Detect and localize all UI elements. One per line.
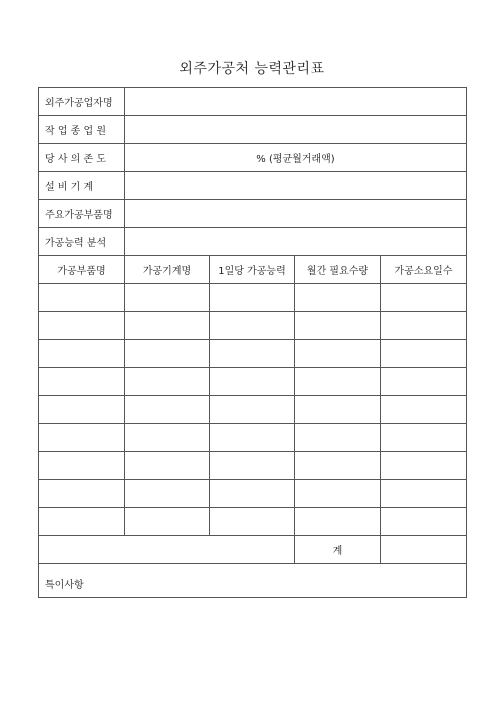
table-cell[interactable] <box>381 424 467 452</box>
table-row <box>39 340 467 368</box>
label-main-parts: 주요가공부품명 <box>39 200 125 228</box>
row-vendor-name <box>39 88 467 116</box>
table-cell[interactable] <box>39 508 125 536</box>
label-capacity-analysis: 가공능력 분석 <box>39 228 125 256</box>
total-blank-cell <box>39 536 295 564</box>
row-capacity-analysis <box>39 228 467 256</box>
notes-label: 특이사항 <box>45 580 84 591</box>
table-cell[interactable] <box>210 284 295 312</box>
table-cell[interactable] <box>125 368 210 396</box>
table-row <box>39 424 467 452</box>
col-header-monthly-quantity: 월간 필요수량 <box>295 256 381 284</box>
total-value-cell[interactable] <box>381 536 467 564</box>
table-cell[interactable] <box>39 312 125 340</box>
table-cell[interactable] <box>210 396 295 424</box>
table-row <box>39 508 467 536</box>
row-workers <box>39 116 467 144</box>
col-header-daily-capacity: 1일당 가공능력 <box>210 256 295 284</box>
table-row <box>39 396 467 424</box>
table-cell[interactable] <box>210 452 295 480</box>
capacity-analysis-cell <box>125 228 467 256</box>
table-row <box>39 452 467 480</box>
table-cell[interactable] <box>125 284 210 312</box>
table-row <box>39 284 467 312</box>
table-cell[interactable] <box>295 452 381 480</box>
table-cell[interactable] <box>381 284 467 312</box>
table-cell[interactable] <box>39 452 125 480</box>
table-cell[interactable] <box>295 508 381 536</box>
table-row <box>39 312 467 340</box>
table-cell[interactable] <box>210 368 295 396</box>
table-cell[interactable] <box>125 396 210 424</box>
table-cell[interactable] <box>295 480 381 508</box>
table-cell[interactable] <box>39 340 125 368</box>
input-equipment[interactable] <box>125 172 467 200</box>
capacity-management-table <box>38 87 467 598</box>
table-cell[interactable] <box>39 424 125 452</box>
table-cell[interactable] <box>381 340 467 368</box>
label-workers: 작 업 종 업 원 <box>39 116 125 144</box>
col-header-part-name: 가공부품명 <box>39 256 125 284</box>
input-main-parts[interactable] <box>125 200 467 228</box>
table-cell[interactable] <box>210 312 295 340</box>
table-cell[interactable] <box>381 508 467 536</box>
dependency-unit-text: % (평균월거래액) <box>256 154 335 165</box>
table-cell[interactable] <box>125 340 210 368</box>
data-rows <box>39 284 467 536</box>
table-cell[interactable] <box>210 424 295 452</box>
table-cell[interactable] <box>295 396 381 424</box>
table-cell[interactable] <box>125 508 210 536</box>
table-row <box>39 480 467 508</box>
table-cell[interactable] <box>381 480 467 508</box>
label-dependency: 당 사 의 존 도 <box>39 144 125 172</box>
input-workers[interactable] <box>125 116 467 144</box>
col-header-machine-name: 가공기계명 <box>125 256 210 284</box>
input-vendor-name[interactable] <box>125 88 467 116</box>
table-cell[interactable] <box>39 284 125 312</box>
table-cell[interactable] <box>210 508 295 536</box>
table-cell[interactable] <box>210 480 295 508</box>
total-label: 계 <box>295 536 381 564</box>
col-header-processing-days: 가공소요일수 <box>381 256 467 284</box>
table-cell[interactable] <box>125 424 210 452</box>
table-cell[interactable] <box>125 312 210 340</box>
table-cell[interactable] <box>381 452 467 480</box>
notes-cell[interactable] <box>39 564 467 598</box>
table-cell[interactable] <box>210 340 295 368</box>
table-cell[interactable] <box>295 312 381 340</box>
column-header-row <box>39 256 467 284</box>
row-dependency <box>39 144 467 172</box>
label-equipment: 설 비 기 계 <box>39 172 125 200</box>
table-cell[interactable] <box>381 368 467 396</box>
row-equipment <box>39 172 467 200</box>
table-cell[interactable] <box>381 312 467 340</box>
document-title: 외주가공처 능력관리표 <box>179 61 325 77</box>
table-cell[interactable] <box>295 284 381 312</box>
notes-row <box>39 564 467 598</box>
label-vendor-name: 외주가공업자명 <box>39 88 125 116</box>
table-cell[interactable] <box>125 480 210 508</box>
row-main-parts <box>39 200 467 228</box>
table-cell[interactable] <box>39 480 125 508</box>
table-cell[interactable] <box>381 396 467 424</box>
table-cell[interactable] <box>295 340 381 368</box>
input-dependency[interactable] <box>125 144 467 172</box>
table-row <box>39 368 467 396</box>
total-row <box>39 536 467 564</box>
table-cell[interactable] <box>295 368 381 396</box>
table-cell[interactable] <box>295 424 381 452</box>
table-cell[interactable] <box>39 396 125 424</box>
table-cell[interactable] <box>39 368 125 396</box>
table-cell[interactable] <box>125 452 210 480</box>
